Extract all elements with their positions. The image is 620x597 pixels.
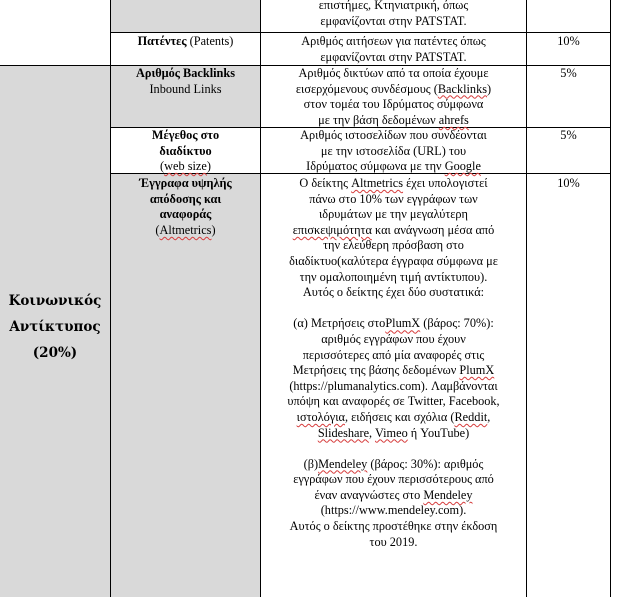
websize-weight: 5% [560,128,577,142]
category-weight: (20%) [32,345,78,361]
grey-cell-top-left [110,0,260,32]
altmetrics-description: Ο δείκτης Altmetrics έχει υπολογιστεί πάνω στο 10% των εγγράφων των ιδρυμάτων με την μεγαλύτερη επισκεψιμότητα και ανάγνωση μέσα από την ελεύθερη πρόσβαση στο διαδίκτυο(καλύτερα έγγραφα σύμφωνα με την ομαλοποιημένη τιμή αντίκτυπου). Αυτός ο δείκτης έχει δύο συστατικά: (α) Μετρήσεις στοPlumX (βάρος: 70%): αριθμός εγγράφων που έχουν περισσότερες από μία αναφορές στις Μετρήσεις της βάσης δεδομένων PlumX (https://plumanalytics.com). Λαμβάνονται υπόψη και αναφορές σε Twitter, Facebook, ιστολόγια, ειδήσεις και σχόλια (Reddit, Slideshare, Vimeo ή YouTube) (β)Mendeley (βάρος: 30%): αριθμός εγγράφων που έχουν περισσότερους από έναν αναγνώστες στο Mendeley (https://www.mendeley.com). Αυτός ο δείκτης προστέθηκε στην έκδοση του 2019. [287,176,500,549]
category-line: Αντίκτυπος [9,319,101,335]
patents-name: Πατέντες (Patents) [137,34,234,48]
category-label [0,288,110,366]
patents-description: Αριθμός αιτήσεων για πατέντες όπως εμφανίζονται στην PATSTAT. [301,34,486,64]
prev-row-description: επιστήμες, Κτηνιατρική, όπως εμφανίζονται στην PATSTAT. [318,0,469,28]
grid-line [610,0,611,597]
category-line: Κοινωνικός [8,293,102,309]
websize-name: Μέγεθος στο διαδίκτυο (web size) [151,128,220,174]
altmetrics-name: Έγγραφα υψηλής απόδοσης και αναφοράς (Altmetrics) [139,176,232,237]
backlinks-weight: 5% [560,66,577,80]
grid-line [110,32,611,33]
patents-weight: 10% [557,34,580,48]
backlinks-name: Αριθμός Backlinks Inbound Links [135,66,236,96]
altmetrics-weight: 10% [557,176,580,190]
websize-description: Αριθμός ιστοσελίδων που συνδέονται με την ιστοσελίδα (URL) του Ιδρύματος σύμφωνα με την Google [300,128,487,174]
grid-line [526,0,527,597]
backlinks-description: Αριθμός δικτύων από τα οποία έχουμε εισερχόμενους συνδέσμους (Backlinks) στον τομέα του Ιδρύματος σύμφωνα με την βάση δεδομένων ahrefs [295,66,492,127]
